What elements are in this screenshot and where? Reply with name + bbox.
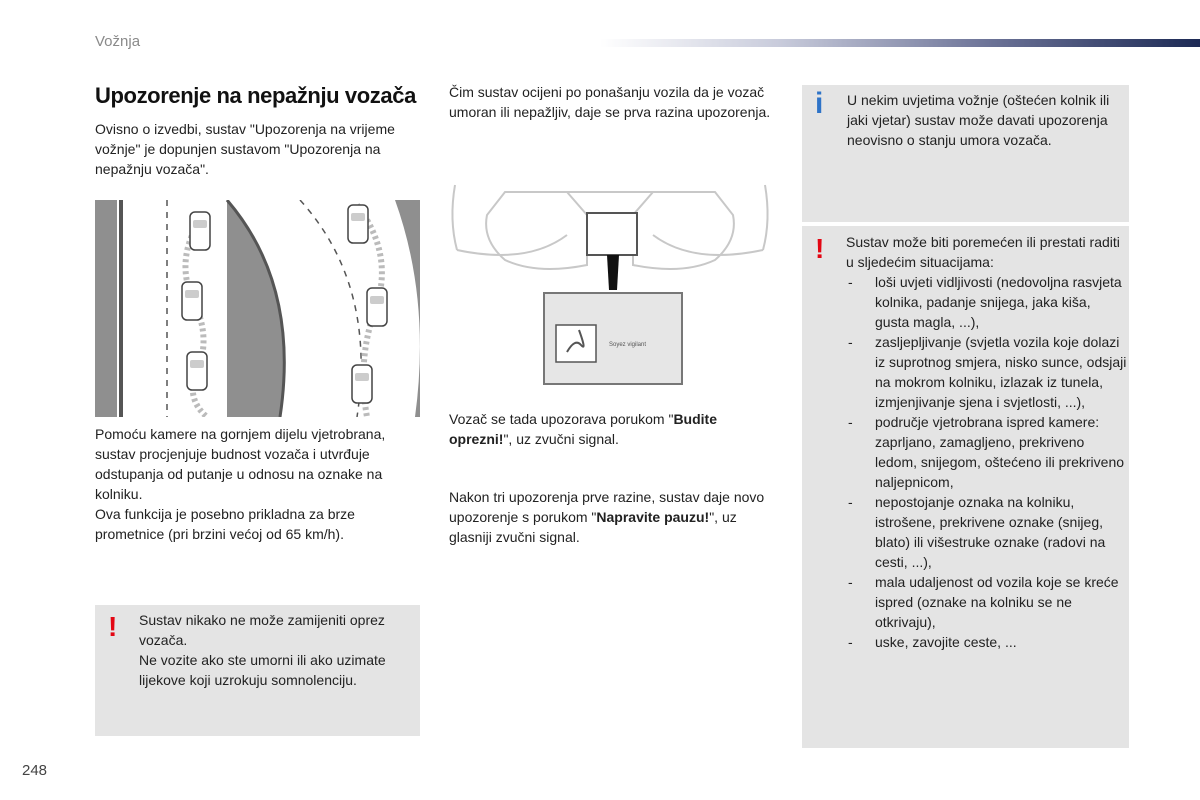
highway-paragraph: Ova funkcija je posebno prikladna za brze prometnice (pri brzini većoj od 65 km/h). bbox=[95, 506, 355, 542]
warning-line-1: Sustav nikako ne može zamijeniti oprez vozača. bbox=[139, 612, 385, 648]
warning-line-2: Ne vozite ako ste umorni ili ako uzimate lijekove koji uzrokuju somnolenciju. bbox=[139, 652, 386, 688]
driver-caution-warning-box bbox=[95, 605, 420, 736]
page-number: 248 bbox=[22, 762, 48, 779]
intro-paragraph: Ovisno o izvedbi, sustav "Upozorenja na vrijeme vožnje" je dopunjen sustavom "Upozorenja na nepažnju vozača". bbox=[95, 121, 395, 177]
exclamation-warning-icon: ! bbox=[815, 233, 825, 264]
disruption-warning-box bbox=[802, 226, 1129, 748]
second-alert-paragraph: Nakon tri upozorenja prve razine, sustav daje novo upozorenje s porukom "Napravite pauzu!", uz glasniji zvučni signal. bbox=[449, 489, 765, 545]
info-icon: i bbox=[815, 87, 824, 120]
info-note-box bbox=[802, 85, 1129, 222]
disruption-list bbox=[846, 272, 1128, 652]
list-item: - nepostojanje oznaka na kolniku, istrošene, prekrivene oznake (snijeg, blato) ili višestruke oznake (radovi na cesti, ...), bbox=[846, 492, 1128, 572]
camera-paragraph: Pomoću kamere na gornjem dijelu vjetrobrana, sustav procjenjuje budnost vozača i utvrđuje odstupanja od putanje u odnosu na oznake na kolniku. bbox=[95, 426, 386, 502]
section-label: Vožnja bbox=[95, 33, 141, 50]
screen-message-text: Soyez vigilant bbox=[609, 342, 647, 348]
warning-intro: Sustav može biti poremećen ili prestati raditi u sljedećim situacijama: bbox=[846, 234, 1120, 270]
list-item: - zasljepljivanje (svjetla vozila koje dolazi iz suprotnog smjera, nisko sunce, odsjaji na mokrom kolniku, izlazak iz tunela, izmjenjivanje sjena i svjetlosti, ...), bbox=[846, 332, 1128, 412]
first-alert-paragraph: Vozač se tada upozorava porukom "Budite oprezni!", uz zvučni signal. bbox=[449, 411, 717, 447]
exclamation-warning-icon: ! bbox=[108, 611, 118, 642]
page-title: Upozorenje na nepažnju vozača bbox=[95, 83, 416, 108]
first-level-paragraph: Čim sustav ocijeni po ponašanju vozila da je vozač umoran ili nepažljiv, daje se prva razina upozorenja. bbox=[449, 84, 771, 120]
list-item: - loši uvjeti vidljivosti (nedovoljna rasvjeta kolnika, padanje snijega, jaka kiša, gusta magla, ...), bbox=[846, 272, 1128, 332]
lane-drift-illustration bbox=[95, 200, 420, 417]
list-item: - uske, zavojite ceste, ... bbox=[846, 632, 1128, 652]
header-gradient-bar bbox=[600, 39, 1200, 47]
list-item: - područje vjetrobrana ispred kamere: zaprljano, zamagljeno, prekriveno ledom, snijegom, oštećeno ili prekriveno naljepnicom, bbox=[846, 412, 1128, 492]
list-item: - mala udaljenost od vozila koje se kreće ispred (oznake na kolniku se ne otkrivaju), bbox=[846, 572, 1128, 632]
info-note-text: U nekim uvjetima vožnje (oštećen kolnik ili jaki vjetar) sustav može davati upozorenja neovisno o stanju umora vozača. bbox=[847, 92, 1110, 148]
instrument-cluster-illustration bbox=[447, 180, 773, 386]
